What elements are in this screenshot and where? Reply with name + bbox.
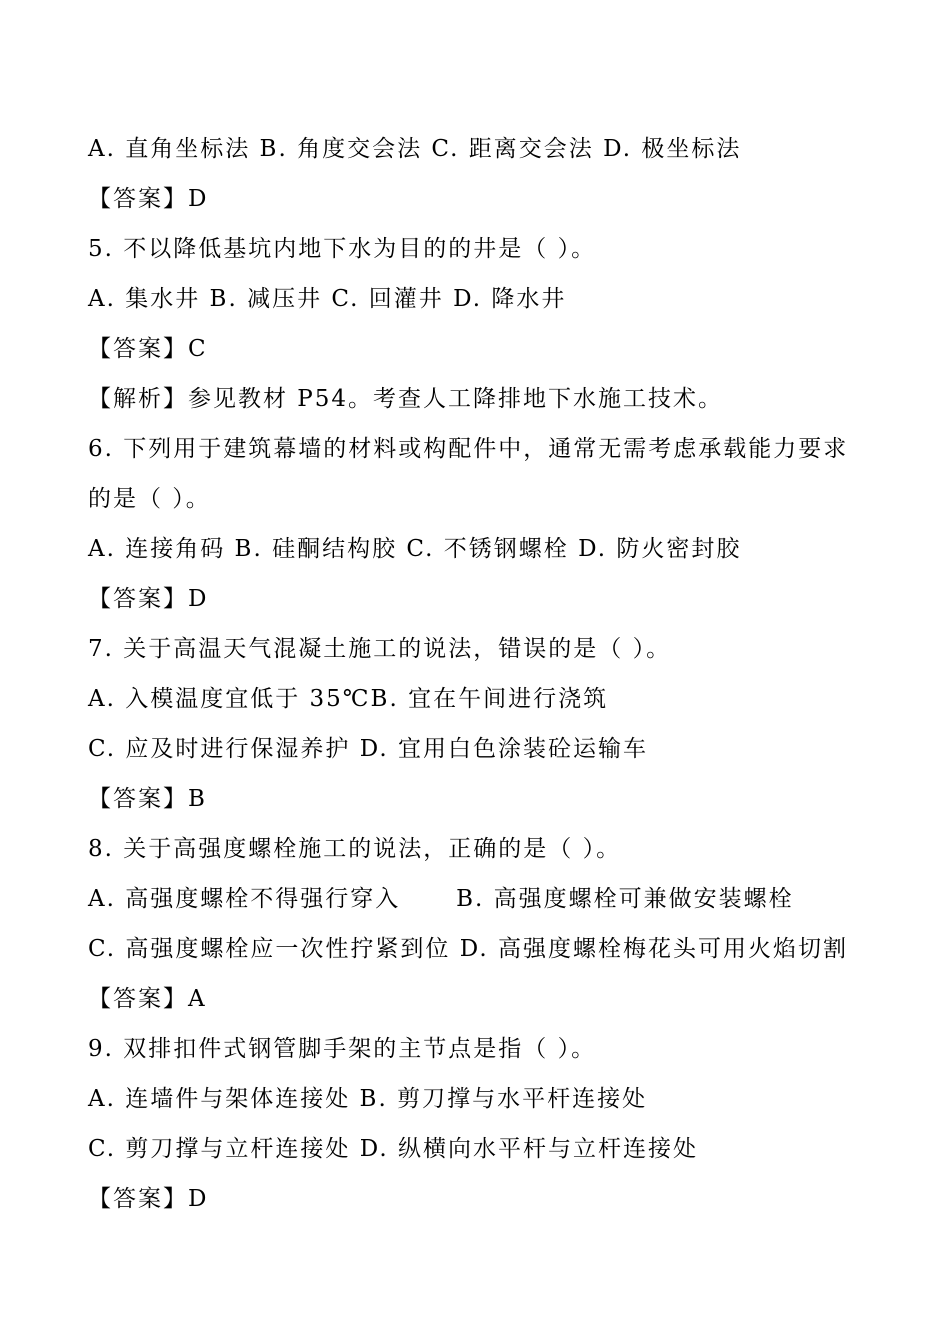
answer-line: 【答案】C xyxy=(88,336,208,362)
option-line: A. 连墙件与架体连接处 B. 剪刀撑与水平杆连接处 xyxy=(88,1086,648,1112)
question-line: 8. 关于高强度螺栓施工的说法，正确的是（ ）。 xyxy=(88,836,622,862)
answer-line: 【答案】D xyxy=(88,186,209,212)
option-line: A. 高强度螺栓不得强行穿入 B. 高强度螺栓可兼做安装螺栓 xyxy=(88,886,794,912)
option-line: C. 应及时进行保湿养护 D. 宜用白色涂装砼运输车 xyxy=(88,736,648,762)
answer-line: 【答案】D xyxy=(88,1186,209,1212)
answer-line: 【答案】D xyxy=(88,586,209,612)
option-line: A. 连接角码 B. 硅酮结构胶 C. 不锈钢螺栓 D. 防火密封胶 xyxy=(88,536,742,562)
option-line: A. 集水井 B. 减压井 C. 回灌井 D. 降水井 xyxy=(88,286,567,312)
option-line: A. 直角坐标法 B. 角度交会法 C. 距离交会法 D. 极坐标法 xyxy=(88,136,742,162)
question-line: 9. 双排扣件式钢管脚手架的主节点是指（ ）。 xyxy=(88,1036,597,1062)
analysis-line: 【解析】参见教材 P54。考查人工降排地下水施工技术。 xyxy=(88,386,724,412)
answer-line: 【答案】A xyxy=(88,986,207,1012)
option-line: C. 剪刀撑与立杆连接处 D. 纵横向水平杆与立杆连接处 xyxy=(88,1136,698,1162)
question-line: 6. 下列用于建筑幕墙的材料或构配件中，通常无需考虑承载能力要求 xyxy=(88,436,849,462)
question-continuation-line: 的是（ ）。 xyxy=(88,486,211,512)
answer-line: 【答案】B xyxy=(88,786,207,812)
option-line: A. 入模温度宜低于 35℃B. 宜在午间进行浇筑 xyxy=(88,686,609,712)
question-line: 7. 关于高温天气混凝土施工的说法，错误的是（ ）。 xyxy=(88,636,672,662)
option-line: C. 高强度螺栓应一次性拧紧到位 D. 高强度螺栓梅花头可用火焰切割 xyxy=(88,936,848,962)
question-line: 5. 不以降低基坑内地下水为目的的井是（ ）。 xyxy=(88,236,597,262)
